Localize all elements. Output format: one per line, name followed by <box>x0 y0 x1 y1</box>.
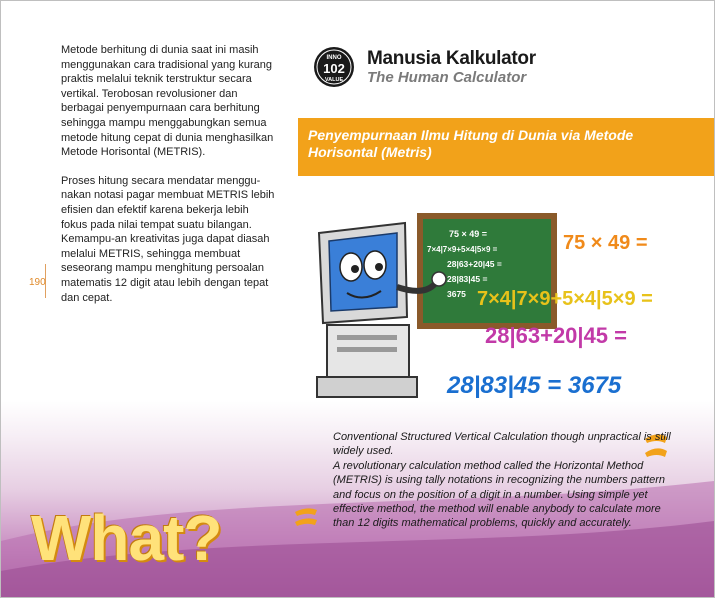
board-line-3: 28|63+20|45 = <box>447 259 502 269</box>
board-line-2: 7×4|7×9+5×4|5×9 = <box>427 245 498 254</box>
caption-line-2: A revolutionary calculation method called the Horizontal Method (METRIS) is using tally notations in recognizing the numbers pattern and focus on the position of a digit in a number. Using simple yet effective method, the method will enable anybody to calculate more than 12 digits mathematical problems, quickly and accurately. <box>333 459 665 530</box>
caption-line-1: Conventional Structured Vertical Calculation though unpractical is still widely used. <box>333 431 671 458</box>
left-paragraph-1: Metode berhitung di dunia saat ini masih menggunakan cara tradisional yang kurang praktis melalui teknik terstruktur secara vertikal. Terobosan revolusioner dan berbagai penyempurnaan cara berhitung sehingga mampu menggabungkan semua metode hitung cepat di dunia menghasilkan Metode Horisontal (METRIS). <box>61 44 274 159</box>
board-line-4: 28|83|45 = <box>447 274 488 284</box>
calculator-illustration <box>297 197 714 422</box>
page-number: 190 <box>29 277 46 288</box>
section-banner <box>298 118 714 176</box>
equation-3: 28|63+20|45 = <box>485 323 628 348</box>
page-title: Manusia Kalkulator <box>367 48 536 69</box>
english-caption <box>333 430 681 531</box>
page-subtitle: The Human Calculator <box>367 69 527 86</box>
badge-line3: VALUE <box>324 77 344 83</box>
board-line-1: 75 × 49 = <box>449 229 488 239</box>
section-banner-text: Penyempurnaan Ilmu Hitung di Dunia via Metode Horisontal (Metris) <box>308 127 634 160</box>
badge-line1: INNO <box>326 55 342 61</box>
quote-mark-left-icon <box>291 506 321 530</box>
inno-value-badge-icon <box>313 46 355 88</box>
what-heading: What? <box>31 502 222 574</box>
equation-1: 75 × 49 = <box>563 232 648 254</box>
equation-4: 28|83|45 = 3675 <box>447 372 622 399</box>
left-paragraph-2: Proses hitung secara mendatar menggu-nakan notasi pagar membuat METRIS lebih efisien dan efektif karena bekerja lebih fokus pada nilai tempat suatu bilangan. Kemampu-an kreativitas juga dapat diasah melalui METRIS, sehingga membuat seseorang mampu menghitung persoalan matematis 12 digit atau lebih dengan tepat dan cepat. <box>61 174 275 304</box>
equation-2: 7×4|7×9+5×4|5×9 = <box>477 288 653 310</box>
board-line-5: 3675 <box>447 289 466 299</box>
left-column-text <box>61 43 276 319</box>
badge-line2: 102 <box>323 61 345 76</box>
